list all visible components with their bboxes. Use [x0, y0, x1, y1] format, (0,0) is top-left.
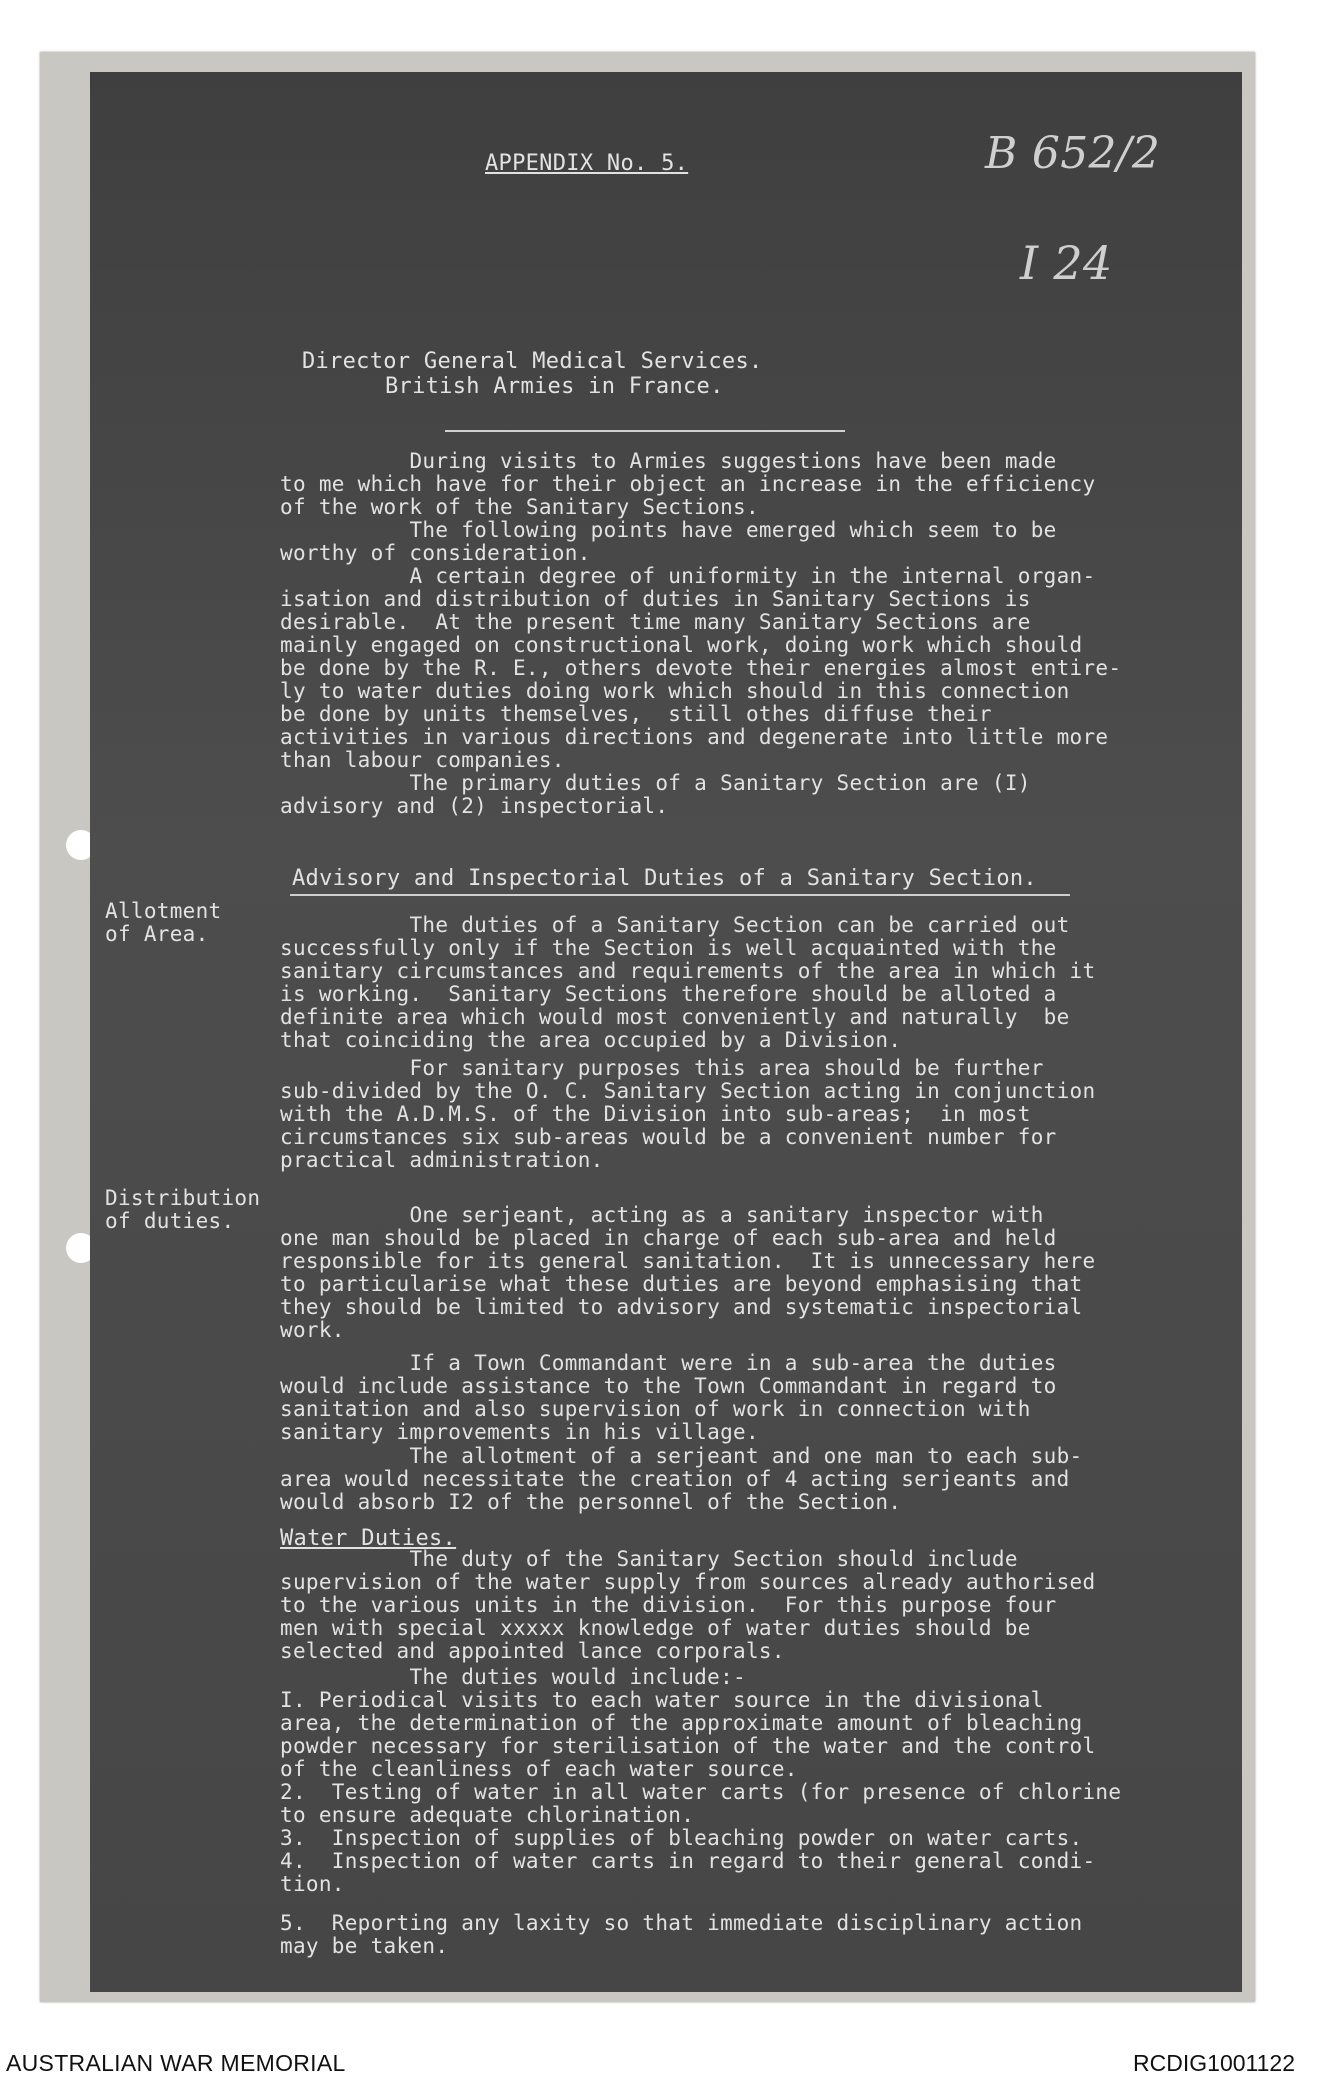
paragraph-uniformity: A certain degree of uniformity in the internal organ- isation and distribution of duties in Sanitary Sections is desirable. At the present time many Sanitary Sections are mainly engaged on constructional work, doing work which should be done by the R. E., others devote their energies almost entire- ly to water duties doing work which should in this connection be done by units themselves, still othes diffuse their activities in various directions and degenerate into little more than labour companies.: [280, 564, 1122, 772]
paragraph-serjeant: One serjeant, acting as a sanitary inspector with one man should be placed in charge of each sub-area and held responsible for its general sanitation. It is unnecessary here to particularise what these duties are beyond emphasising that they should be limited to advisory and systematic inspectorial work.: [280, 1203, 1096, 1342]
handwritten-reference: B 652/2: [985, 128, 1161, 179]
photostat-page: [90, 72, 1242, 1992]
water-duties-title: Water Duties.: [280, 1526, 457, 1551]
paragraph-allotment: The duties of a Sanitary Section can be carried out successfully only if the Section is well acquainted with the sanitary circumstances and requirements of the area in which it is working. Sanitary Sections therefore should be alloted a definite area which would most conveniently and naturally be that coinciding the area occupied by a Division.: [280, 913, 1096, 1052]
paragraph-allotment-personnel: The allotment of a serjeant and one man to each sub- area would necessitate the creation of 4 acting serjeants and would absorb I2 of the personnel of the Section.: [280, 1444, 1083, 1514]
paragraph-town-commandant: If a Town Commandant were in a sub-area the duties would include assistance to the Town Commandant in regard to sanitation and also supervision of work in connection with sanitary improvements in his village.: [280, 1351, 1057, 1444]
margin-note-distribution: Distribution of duties.: [105, 1186, 261, 1233]
section-rule: [290, 894, 1070, 896]
archive-id: RCDIG1001122: [1133, 2050, 1295, 2076]
paragraph-primary-duties: The primary duties of a Sanitary Section are (I) advisory and (2) inspectorial.: [280, 771, 1031, 818]
handwritten-mark: I 24: [1020, 236, 1113, 290]
document-heading: Director General Medical Services.: [302, 349, 763, 374]
paragraph-intro: During visits to Armies suggestions have been made to me which have for their object an increase in the efficiency of the work of the Sanitary Sections.: [280, 449, 1096, 519]
paragraph-water-supply: The duty of the Sanitary Section should include supervision of the water supply from sources already authorised to the various units in the division. For this purpose four men with special xxxxx knowledge of water duties should be selected and appointed lance corporals.: [280, 1547, 1096, 1663]
document-subheading: British Armies in France.: [385, 374, 724, 399]
margin-note-allotment: Allotment of Area.: [105, 899, 222, 946]
paragraph-water-duties-list: The duties would include:- I. Periodical visits to each water source in the divisional area, the determination of the approximate amount of bleaching powder necessary for sterilisation of the water and the control of the cleanliness of each water source. 2. Testing of water in all water carts (for presence of chlorine to ensure adequate chlorination. 3. Inspection of supplies of bleaching powder on water carts. 4. Inspection of water carts in regard to their general condi- tion.: [280, 1665, 1122, 1896]
heading-rule: [445, 430, 845, 432]
archive-credit: AUSTRALIAN WAR MEMORIAL: [6, 2050, 346, 2076]
paragraph-points: The following points have emerged which seem to be worthy of consideration.: [280, 518, 1057, 565]
section-title: Advisory and Inspectorial Duties of a Sanitary Section.: [292, 866, 1037, 891]
paragraph-reporting: 5. Reporting any laxity so that immediate disciplinary action may be taken.: [280, 1911, 1083, 1958]
paragraph-subdivision: For sanitary purposes this area should be further sub-divided by the O. C. Sanitary Section acting in conjunction with the A.D.M.S. of the Division into sub-areas; in most circumstances six sub-areas would be a convenient number for practical administration.: [280, 1056, 1096, 1172]
appendix-title: APPENDIX No. 5.: [485, 151, 689, 176]
